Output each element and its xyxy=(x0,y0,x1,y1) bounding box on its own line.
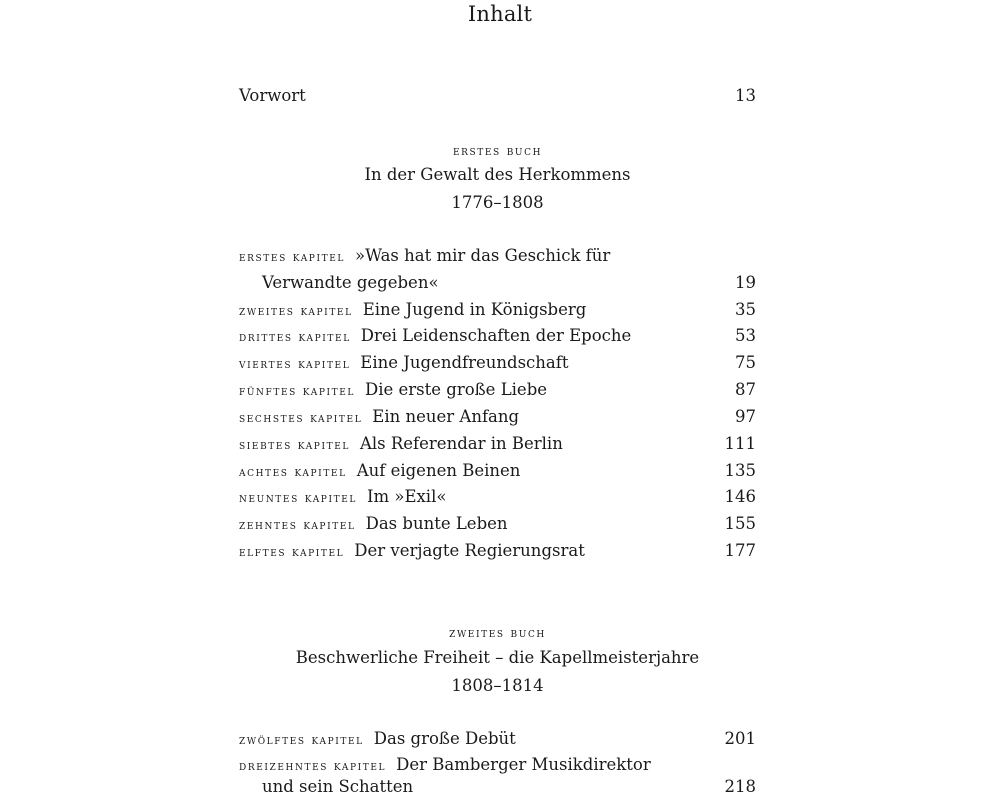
entry-page-number: 19 xyxy=(735,273,756,292)
toc-entry-chapter[interactable] xyxy=(239,431,756,457)
entry-page-number: 218 xyxy=(724,777,756,796)
chapter-label: viertes kapitel xyxy=(239,356,351,372)
toc-entry-chapter[interactable] xyxy=(239,243,756,269)
toc-entry-chapter[interactable] xyxy=(239,297,756,323)
chapter-title: Als Referendar in Berlin xyxy=(359,434,563,453)
toc-entry-chapter[interactable] xyxy=(239,323,756,349)
entry-page-number: 146 xyxy=(724,487,756,506)
entry-page-number: 135 xyxy=(724,461,756,480)
entry-title xyxy=(239,458,520,485)
entry-page-number: 75 xyxy=(735,353,756,372)
toc-entry-chapter[interactable] xyxy=(239,511,756,537)
chapter-label: dreizehntes kapitel xyxy=(239,758,387,774)
chapter-title-continued: Verwandte gegeben« xyxy=(262,273,439,292)
entry-page-number: 53 xyxy=(735,326,756,345)
chapter-label: drittes kapitel xyxy=(239,329,351,345)
book-label: zweites buch xyxy=(449,625,546,641)
page-title: Inhalt xyxy=(467,2,533,26)
chapter-label: sechstes kapitel xyxy=(239,410,363,426)
entry-title xyxy=(239,350,569,377)
toc-entry-chapter[interactable] xyxy=(239,538,756,564)
chapter-title: Im »Exil« xyxy=(366,487,447,506)
book-years: 1808–1814 xyxy=(451,676,544,695)
chapter-title: Der verjagte Regierungsrat xyxy=(354,541,585,560)
chapter-label: neuntes kapitel xyxy=(239,490,357,506)
chapter-title: Das bunte Leben xyxy=(365,514,508,533)
chapter-label: fünftes kapitel xyxy=(239,383,355,399)
entry-page-number: 35 xyxy=(735,300,756,319)
entry-title xyxy=(239,484,446,511)
chapter-title: Auf eigenen Beinen xyxy=(356,461,521,480)
chapter-title-continued: und sein Schatten xyxy=(262,777,414,796)
chapter-title: »Was hat mir das Geschick für xyxy=(354,246,611,265)
entry-title xyxy=(239,243,610,270)
chapter-label: zwölftes kapitel xyxy=(239,732,364,748)
toc-entry-chapter-continuation[interactable] xyxy=(239,774,756,800)
chapter-title: Der Bamberger Musikdirektor xyxy=(396,755,651,774)
entry-title xyxy=(239,377,547,404)
book-title: In der Gewalt des Herkommens xyxy=(364,165,631,184)
toc-entry-chapter[interactable] xyxy=(239,404,756,430)
entry-title xyxy=(239,404,519,431)
chapter-label: zweites kapitel xyxy=(239,303,353,319)
entry-page-number: 87 xyxy=(735,380,756,399)
chapter-title: Ein neuer Anfang xyxy=(372,407,520,426)
chapter-title: Eine Jugendfreundschaft xyxy=(360,353,569,372)
chapter-label: elftes kapitel xyxy=(239,544,345,560)
book-label: erstes buch xyxy=(452,143,543,159)
entry-title xyxy=(239,511,508,538)
chapter-title: Die erste große Liebe xyxy=(365,380,548,399)
chapter-title: Drei Leidenschaften der Epoche xyxy=(360,326,632,345)
chapter-title: Das große Debüt xyxy=(373,729,516,748)
entry-page-number: 177 xyxy=(724,541,756,560)
entry-page-number: 97 xyxy=(735,407,756,426)
toc-entry-chapter[interactable] xyxy=(239,350,756,376)
chapter-label: zehntes kapitel xyxy=(239,517,356,533)
toc-entry-chapter[interactable] xyxy=(239,726,756,752)
entry-page-number: 13 xyxy=(735,86,756,105)
entry-page-number: 155 xyxy=(724,514,756,533)
entry-title xyxy=(239,538,585,565)
book-title: Beschwerliche Freiheit – die Kapellmeisterjahre xyxy=(295,648,700,667)
toc-entry-chapter-continuation[interactable] xyxy=(239,270,756,296)
entry-title xyxy=(239,323,631,350)
chapter-title: Eine Jugend in Königsberg xyxy=(362,300,587,319)
entry-title xyxy=(239,431,563,458)
table-of-contents xyxy=(239,0,756,800)
entry-page-number: 201 xyxy=(724,729,756,748)
entry-title xyxy=(239,297,586,324)
entry-page-number: 111 xyxy=(724,434,756,453)
entry-title: Vorwort xyxy=(239,86,306,105)
toc-entry-chapter[interactable] xyxy=(239,377,756,403)
chapter-label: siebtes kapitel xyxy=(239,437,350,453)
chapter-label: erstes kapitel xyxy=(239,249,345,265)
chapter-label: achtes kapitel xyxy=(239,464,347,480)
toc-entry-chapter[interactable] xyxy=(239,484,756,510)
book-years: 1776–1808 xyxy=(451,193,544,212)
entry-title xyxy=(239,726,516,753)
toc-entry-preface[interactable] xyxy=(239,83,756,109)
toc-entry-chapter[interactable] xyxy=(239,458,756,484)
